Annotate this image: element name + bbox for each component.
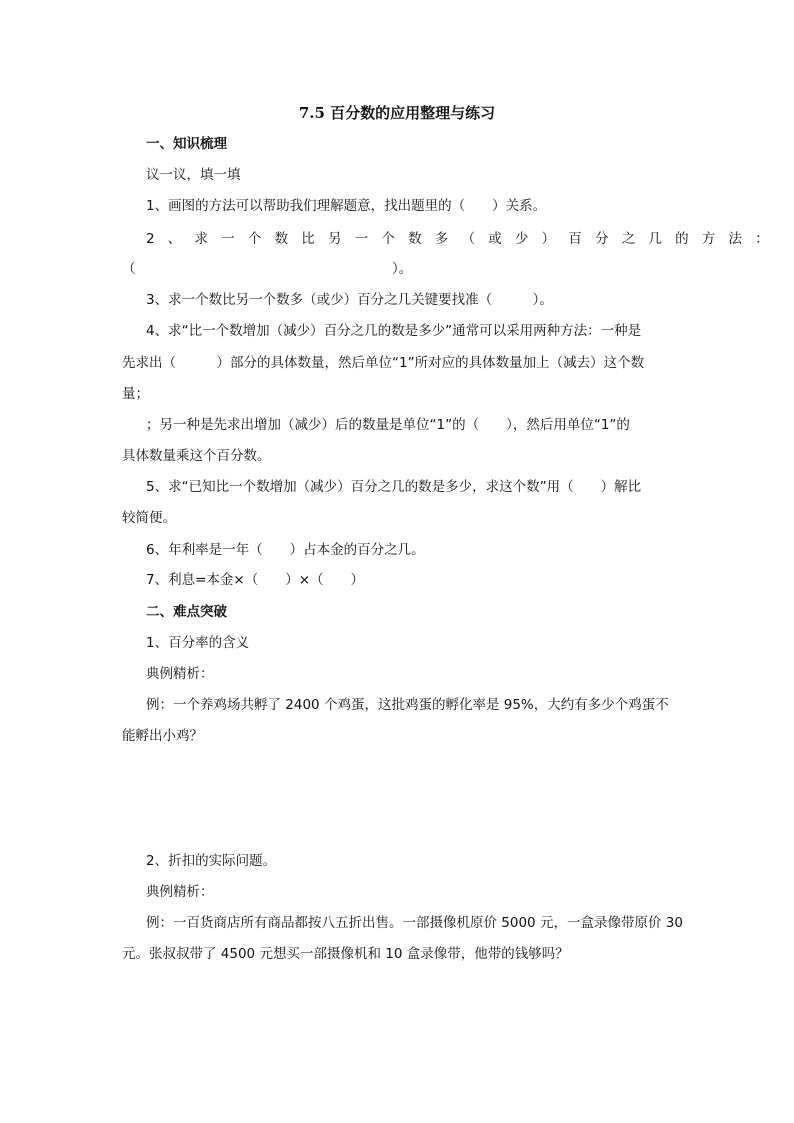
page-title: 7.5 百分数的应用整理与练习 — [298, 104, 496, 122]
question-item-4-line-4: ；另一种是先求出增加（减少）后的数量是单位“1”的（ ），然后用单位“1”的 — [146, 417, 630, 433]
section-heading-difficulty: 二、难点突破 — [146, 604, 227, 620]
question-item-5-line-1: 5、求“已知比一个数增加（减少）百分之几的数是多少，求这个数”用（ ）解比 — [146, 479, 642, 495]
example-label-1: 典例精析： — [146, 666, 214, 682]
question-item-2-line-1: 2、求一个数比另一个数多（或少）百分之几的方法： — [146, 231, 782, 247]
question-item-2-line-2: （ ）。 — [122, 261, 413, 277]
question-item-1: 1、画图的方法可以帮助我们理解题意，找出题里的（ ）关系。 — [146, 198, 547, 214]
question-item-6: 6、年利率是一年（ ）占本金的百分之几。 — [146, 542, 425, 558]
question-item-4-line-3: 量； — [122, 386, 149, 402]
question-item-5-line-2: 较简便。 — [122, 510, 176, 526]
example-label-2: 典例精析： — [146, 884, 214, 900]
question-item-3: 3、求一个数比另一个数多（或少）百分之几关键要找准（ ）。 — [146, 292, 553, 308]
example-2-line-1: 例：一百货商店所有商品都按八五折出售。一部摄像机原价 5000 元，一盒录像带原价 30 — [146, 915, 683, 931]
question-item-4-line-2: 先求出（ ）部分的具体数量，然后单位“1”所对应的具体数量加上（减去）这个数 — [122, 355, 645, 371]
section-intro: 议一议，填一填 — [146, 167, 241, 183]
question-item-7: 7、利息=本金×（ ）×（ ） — [146, 572, 365, 588]
topic-percentage-meaning: 1、百分率的含义 — [146, 635, 250, 651]
example-1-line-2: 能孵出小鸡？ — [122, 728, 203, 744]
example-2-line-2: 元。张叔叔带了 4500 元想买一部摄像机和 10 盒录像带，他带的钱够吗？ — [122, 946, 569, 962]
section-heading-knowledge: 一、知识梳理 — [146, 136, 227, 152]
example-1-line-1: 例：一个养鸡场共孵了 2400 个鸡蛋，这批鸡蛋的孵化率是 95%，大约有多少个鸡蛋不 — [146, 697, 669, 713]
question-item-4-line-5: 具体数量乘这个百分数。 — [122, 448, 271, 464]
question-item-4-line-1: 4、求“比一个数增加（减少）百分之几的数是多少”通常可以采用两种方法：一种是 — [146, 323, 642, 339]
topic-discount-problems: 2、折扣的实际问题。 — [146, 853, 277, 869]
